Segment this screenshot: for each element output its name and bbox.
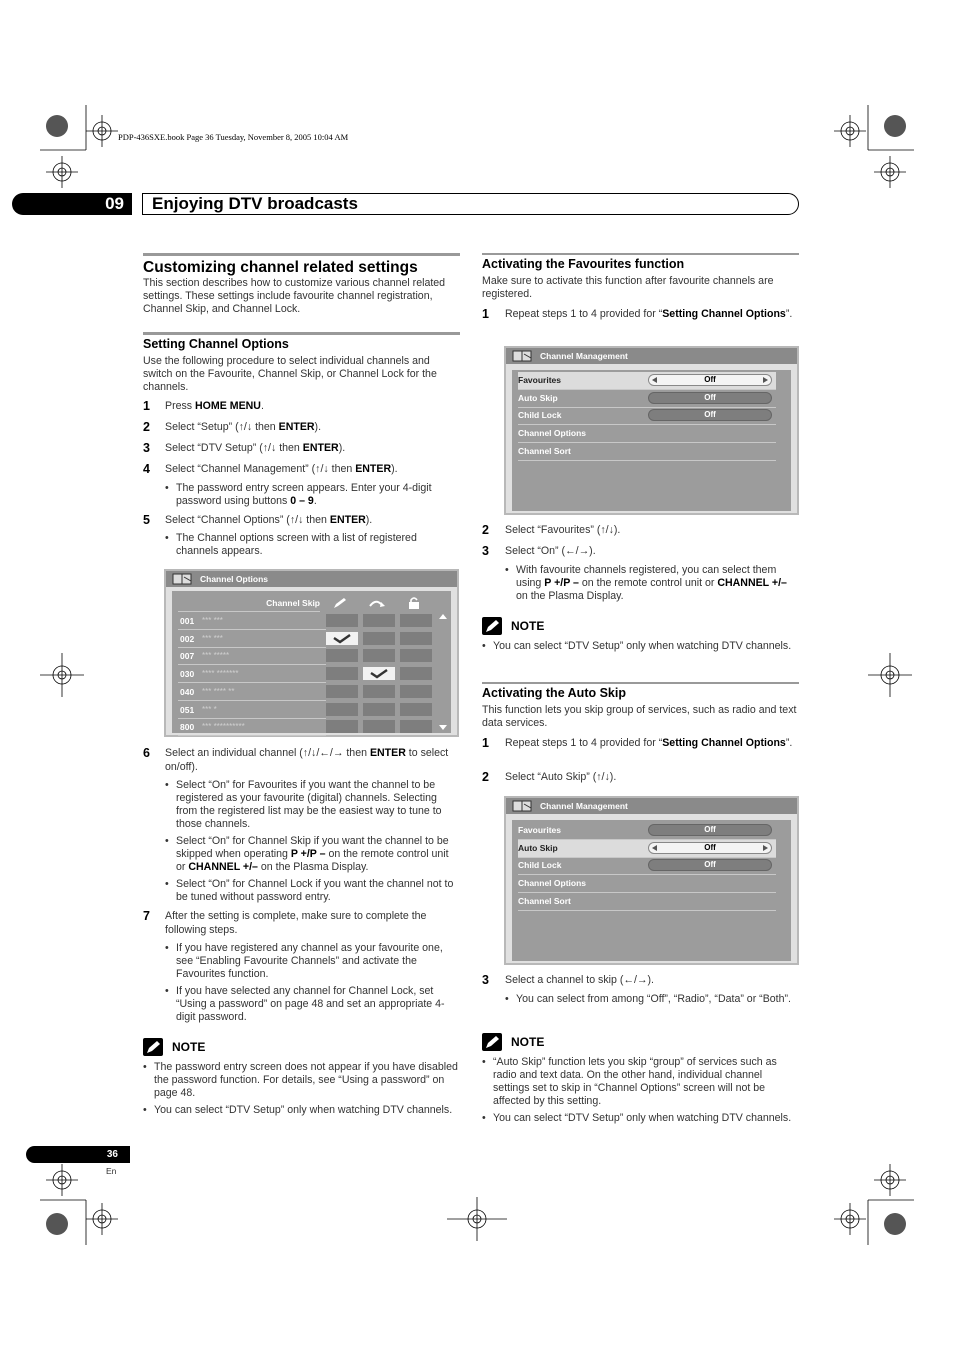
divider [482, 253, 799, 255]
section-title: Customizing channel related settings [143, 259, 418, 276]
subsection-title: Activating the Auto Skip [482, 686, 626, 700]
step-number: 5 [143, 513, 150, 527]
channel-name: *** *** [202, 616, 223, 625]
channel-row[interactable] [178, 613, 326, 630]
subsection-title: Setting Channel Options [143, 337, 289, 351]
menu-item[interactable] [518, 425, 776, 443]
step-text: Select “DTV Setup” (↑/↓ then ENTER). [165, 442, 346, 454]
note-item: • You can select “DTV Setup” only when watching DTV channels. [493, 1112, 799, 1125]
step-number: 3 [482, 973, 489, 987]
step-text: Select “Auto Skip” (↑/↓). [505, 771, 617, 783]
value-selector[interactable]: Off [648, 409, 772, 421]
channel-management-screen [504, 346, 799, 515]
menu-item-label: Channel Sort [518, 445, 571, 456]
checkbox[interactable] [400, 632, 432, 645]
step-text: Press HOME MENU. [165, 400, 264, 412]
step-number: 4 [143, 462, 150, 476]
step-number: 1 [482, 307, 489, 321]
channel-row[interactable] [178, 684, 326, 701]
checkbox-checked[interactable] [363, 667, 395, 680]
step-number: 2 [482, 523, 489, 537]
note-item: • “Auto Skip” function lets you skip “group” of services such as radio and text data. On the other hand, individual channel settings set to skip in “Channel Options” screen will not be affected by this setting. [493, 1056, 799, 1108]
chapter-number: 09 [12, 193, 132, 215]
skip-icon [368, 597, 390, 609]
checkbox[interactable] [400, 614, 432, 627]
divider [482, 682, 799, 684]
lock-icon [408, 596, 420, 609]
value-selector[interactable]: Off [648, 842, 772, 854]
menu-item-label: Auto Skip [518, 392, 558, 403]
check-icon [326, 632, 358, 645]
step-text: Select “Channel Options” (↑/↓ then ENTER). [165, 514, 373, 526]
screen-title: Channel Management [540, 801, 628, 811]
checkbox-checked[interactable] [326, 632, 358, 645]
screen-header [506, 348, 797, 364]
menu-item-label: Favourites [518, 825, 561, 835]
checkbox[interactable] [326, 720, 358, 733]
scroll-arrows[interactable] [438, 613, 448, 731]
menu-item[interactable] [518, 822, 776, 840]
menu-item-label: Channel Options [518, 878, 586, 889]
checkbox[interactable] [400, 703, 432, 716]
channel-row[interactable] [178, 666, 326, 683]
step-text: Select a channel to skip (←/→). [505, 974, 654, 986]
checkbox[interactable] [326, 703, 358, 716]
checkbox[interactable] [363, 685, 395, 698]
screen-body [512, 370, 791, 511]
screen-title: Channel Management [540, 351, 628, 361]
page-number: 36 [26, 1146, 130, 1163]
menu-item-label: Favourites [518, 375, 561, 385]
bullet-item: • You can select from among “Off”, “Radio”, “Data” or “Both”. [516, 993, 799, 1006]
book-info: PDP-436SXE.book Page 36 Tuesday, November 8, 2005 10:04 AM [118, 132, 349, 142]
step-text: Repeat steps 1 to 4 provided for “Setting Channel Options”. [505, 308, 793, 320]
bullet-item: • If you have selected any channel for Channel Lock, set “Using a password” on page 48 and set an appropriate 4-digit password. [176, 985, 460, 1024]
step-number: 3 [482, 544, 489, 558]
note-item: • The password entry screen does not appear if you have disabled the password function. For details, see “Using a password” on page 48. [154, 1061, 460, 1100]
checkbox[interactable] [363, 614, 395, 627]
menu-item[interactable] [518, 893, 776, 911]
menu-item-label: Auto Skip [518, 842, 558, 853]
subsection-desc: This function lets you skip group of services, such as radio and text data services. [482, 704, 797, 729]
channel-row[interactable] [178, 631, 326, 648]
value-selector[interactable]: Off [648, 824, 772, 836]
menu-item[interactable] [518, 390, 776, 408]
note-item: • You can select “DTV Setup” only when watching DTV channels. [154, 1104, 460, 1117]
channel-name: *** *** [202, 633, 223, 643]
channel-name: *** **** ** [202, 686, 235, 696]
channel-number: 800 [180, 722, 195, 733]
menu-item[interactable] [518, 407, 776, 425]
bullet-item: • If you have registered any channel as your favourite one, see “Enabling Favourite Channels” and activate the Favourites function. [176, 942, 460, 981]
bullet-item: • Select “On” for Channel Skip if you want the channel to be skipped when operating P +/P – on the remote control unit or CHANNEL +/– on the Plasma Display. [176, 835, 460, 874]
favourite-pencil-icon [332, 597, 348, 609]
subsection-desc: Use the following procedure to select individual channels and switch on the Favourite, Channel Skip, or Channel Lock for the channels. [143, 355, 437, 393]
step-text: Repeat steps 1 to 4 provided for “Setting Channel Options”. [505, 737, 793, 749]
checkbox[interactable] [363, 632, 395, 645]
channel-row[interactable] [178, 719, 326, 736]
chapter-title: Enjoying DTV broadcasts [152, 194, 358, 213]
step-number: 1 [482, 736, 489, 750]
channel-name: *** * [202, 704, 217, 714]
checkbox[interactable] [326, 614, 358, 627]
menu-item[interactable] [518, 372, 776, 390]
step-text: Select “Favourites” (↑/↓). [505, 524, 621, 536]
bullet-item: • The password entry screen appears. Enter your 4-digit password using buttons 0 – 9. [176, 482, 460, 508]
step-number: 2 [143, 420, 150, 434]
channel-name: *** ********** [202, 722, 245, 732]
checkbox[interactable] [363, 720, 395, 733]
menu-item-label: Channel Sort [518, 895, 571, 906]
checkbox[interactable] [400, 649, 432, 662]
channel-management-screen [504, 796, 799, 965]
page-lang: En [106, 1166, 117, 1176]
section-intro: This section describes how to customize various channel related settings. These settings include favourite channel registration, Channel Skip, and Channel Lock. [143, 277, 446, 315]
checkbox[interactable] [326, 649, 358, 662]
channel-row[interactable] [178, 648, 326, 665]
menu-item-label: Channel Options [518, 428, 586, 439]
menu-item-label: Child Lock [518, 860, 562, 871]
step-text: Select “On” (←/→). [505, 545, 596, 557]
checkbox[interactable] [363, 703, 395, 716]
checkbox[interactable] [326, 685, 358, 698]
bullet-item: • The Channel options screen with a list of registered channels appears. [176, 532, 460, 558]
note-item: • You can select “DTV Setup” only when watching DTV channels. [493, 640, 799, 653]
menu-book-icon [512, 350, 534, 362]
bullet-item: • Select “On” for Channel Lock if you want the channel not to be tuned without password entry. [176, 878, 460, 904]
menu-item[interactable] [518, 857, 776, 875]
checkbox[interactable] [326, 667, 358, 680]
screen-header [506, 798, 797, 814]
menu-book-icon [172, 573, 194, 585]
checkbox[interactable] [400, 685, 432, 698]
menu-item[interactable] [518, 840, 776, 858]
menu-item[interactable] [518, 443, 776, 461]
divider [143, 332, 460, 335]
column-label: Channel Skip [178, 595, 320, 612]
bullet-item: • With favourite channels registered, you can select them using P +/P – on the remote control unit or CHANNEL +/– on the Plasma Display. [516, 564, 799, 603]
channel-number: 051 [180, 704, 195, 715]
step-text: Select “Channel Management” (↑/↓ then ENTER). [165, 463, 398, 475]
note-pencil-icon [482, 1033, 502, 1051]
subsection-title: Activating the Favourites function [482, 257, 685, 271]
note-label: NOTE [172, 1040, 206, 1054]
screen-header [166, 571, 457, 587]
value-selector[interactable]: Off [648, 392, 772, 404]
note-label: NOTE [511, 1035, 545, 1049]
channel-number: 002 [180, 633, 195, 644]
checkbox[interactable] [363, 649, 395, 662]
note-label: NOTE [511, 619, 545, 633]
channel-name: **** ******* [202, 669, 239, 679]
subsection-desc: Make sure to activate this function after favourite channels are registered. [482, 275, 774, 300]
step-number: 2 [482, 770, 489, 784]
note-pencil-icon [143, 1038, 163, 1056]
value-selector[interactable]: Off [648, 859, 772, 871]
step-text: Select an individual channel (↑/↓/←/→ then ENTER to select on/off). [165, 747, 449, 773]
channel-number: 030 [180, 669, 195, 680]
menu-item[interactable] [518, 875, 776, 893]
menu-book-icon [512, 800, 534, 812]
channel-number: 040 [180, 686, 195, 697]
divider [143, 253, 460, 256]
check-icon [363, 667, 395, 680]
step-number: 7 [143, 909, 150, 923]
step-number: 3 [143, 441, 150, 455]
step-number: 6 [143, 746, 150, 760]
bullet-item: • Select “On” for Favourites if you want the channel to be registered as your favourite (digital) channels. Selecting from the registered list may be the easiest way to tune to those channels. [176, 779, 460, 831]
checkbox[interactable] [400, 720, 432, 733]
note-pencil-icon [482, 617, 502, 635]
step-text: After the setting is complete, make sure to complete the following steps. [165, 910, 427, 936]
screen-body [512, 820, 791, 961]
value-selector[interactable]: Off [648, 374, 772, 386]
channel-number: 001 [180, 616, 195, 626]
screen-title: Channel Options [200, 574, 268, 584]
step-text: Select “Setup” (↑/↓ then ENTER). [165, 421, 322, 433]
channel-name: *** ***** [202, 651, 230, 661]
screen-body [172, 591, 451, 733]
channel-number: 007 [180, 651, 195, 662]
checkbox[interactable] [400, 667, 432, 680]
channel-row[interactable] [178, 702, 326, 719]
step-number: 1 [143, 399, 150, 413]
channel-options-screen [164, 569, 459, 737]
menu-item-label: Child Lock [518, 410, 562, 421]
